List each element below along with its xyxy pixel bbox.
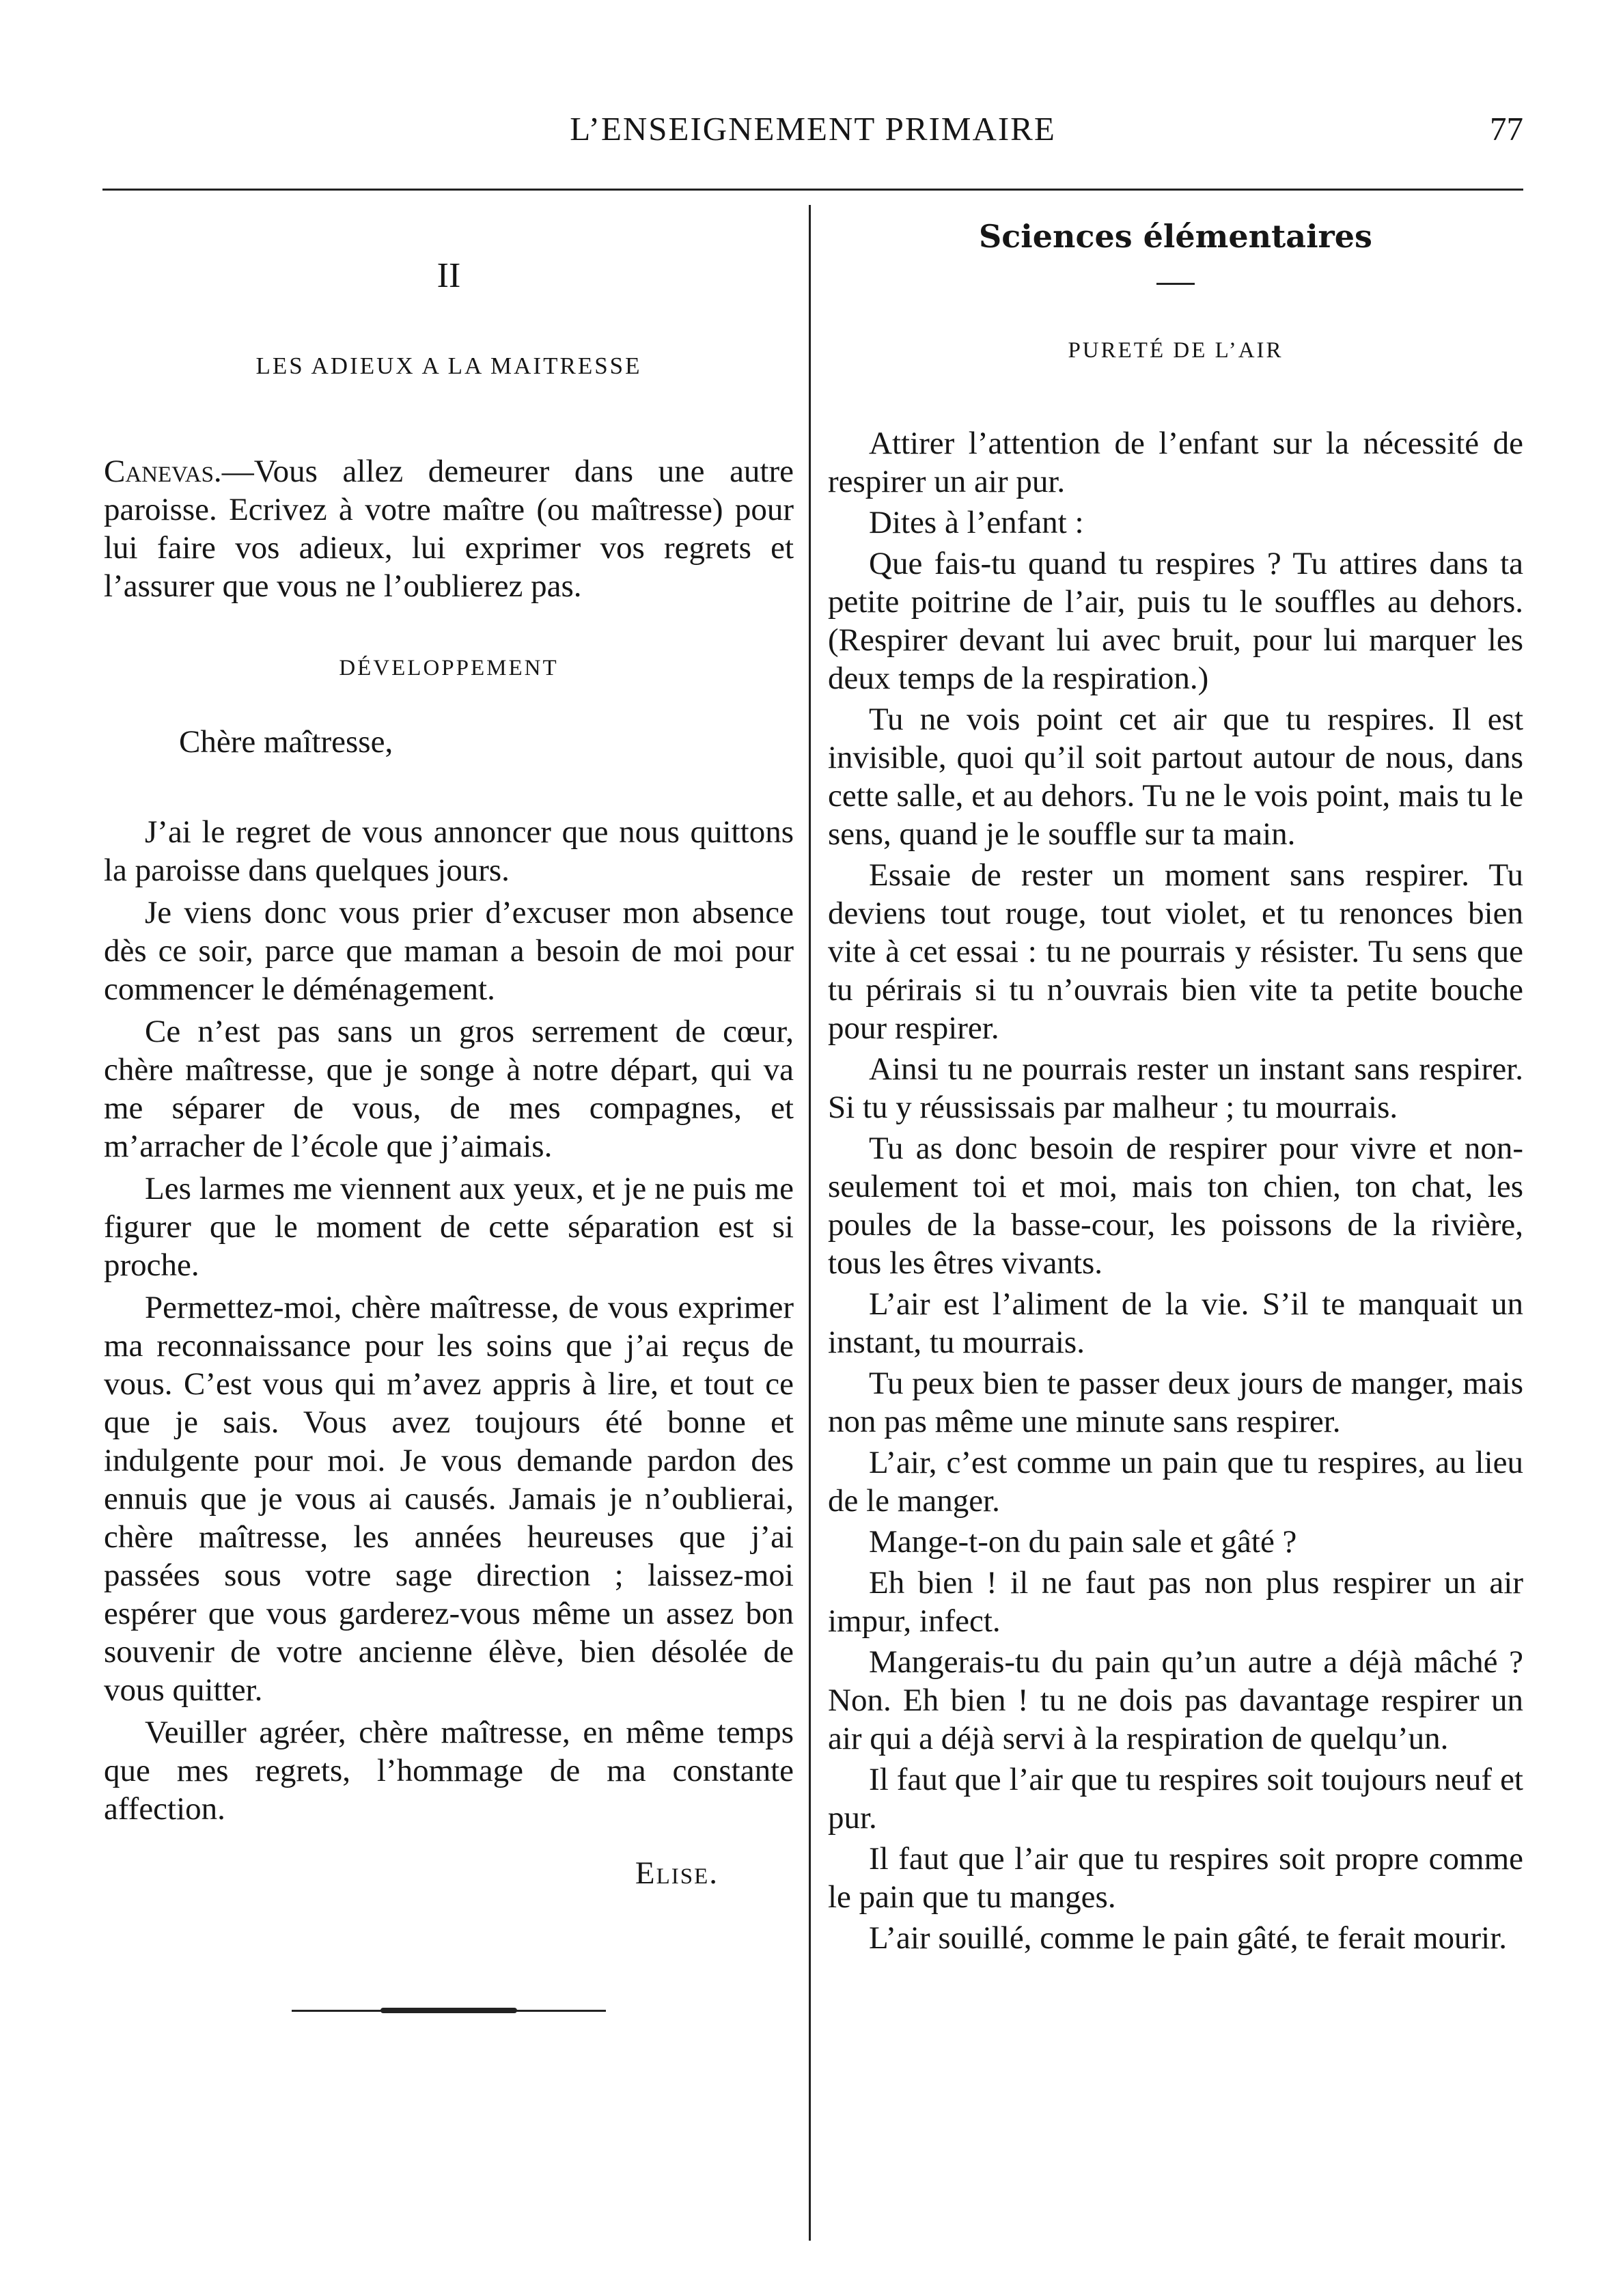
lesson-title: PURETÉ DE L’AIR [1068,338,1284,363]
letter-paragraph: J’ai le regret de vous annoncer que nous quittons la paroisse dans quelques jours. [104,814,794,888]
letter-paragraph: Veuiller agréer, chère maîtresse, en même temps que mes regrets, l’hommage de ma constante affection. [104,1715,794,1827]
canevas-label: Canevas. [104,454,222,489]
rubric-title: Sciences élémentaires [979,218,1372,255]
lesson-paragraph: Attirer l’attention de l’enfant sur la nécessité de respirer un air pur. [828,426,1523,499]
lesson-paragraph: L’air souillé, comme le pain gâté, te ferait mourir. [869,1920,1508,1956]
lesson-paragraph: L’air est l’aliment de la vie. S’il te manquait un instant, tu mourrais. [828,1286,1523,1360]
lesson-paragraph: Tu ne vois point cet air que tu respires. Il est invisible, quoi qu’il soit partout autour de nous, dans cette salle, et au dehors. Tu ne le vois point, mais tu le sens, quand je le souffle sur ta main. [828,702,1523,852]
subheading: DÉVELOPPEMENT [339,656,559,680]
canevas-text: —Vous allez demeurer dans une autre paroisse. Ecrivez à votre maître (ou maîtresse) pour lui faire vos adieux, lui exprimer vos regrets et l’assurer que vous ne l’oublierez pas. [104,454,794,604]
lesson-paragraph: Eh bien ! il ne faut pas non plus respirer un air impur, infect. [828,1565,1523,1639]
letter-paragraph: Je viens donc vous prier d’excuser mon absence dès ce soir, parce que maman a besoin de moi pour commencer le déménagement. [104,895,794,1007]
lesson-paragraph: Tu peux bien te passer deux jours de manger, mais non pas même une minute sans respirer. [828,1366,1523,1439]
lesson-paragraph: Dites à l’enfant : [869,505,1084,540]
canevas-paragraph [104,452,794,605]
header-rule [102,189,1523,191]
lesson-paragraph: L’air, c’est comme un pain que tu respires, au lieu de le manger. [828,1445,1523,1519]
lesson-paragraph: Essaie de rester un moment sans respirer. Tu deviens tout rouge, tout violet, et tu renonces bien vite à cet essai : tu ne pourrais y résister. Tu sens que tu périrais si tu n’ouvrais bien vite ta petite bouche pour respirer. [828,857,1523,1046]
lesson-paragraph: Mangerais-tu du pain qu’un autre a déjà mâché ? Non. Eh bien ! tu ne dois pas davantage respirer un air qui a déjà servi à la respiration de quelqu’un. [828,1644,1523,1756]
left-column [104,205,794,2014]
lesson-paragraph: Que fais-tu quand tu respires ? Tu attires dans ta petite poitrine de l’air, puis tu le souffles au dehors. (Respirer devant lui avec bruit, pour lui marquer les deux temps de la respiration.) [828,546,1523,696]
end-ornament [292,2007,606,2014]
lesson-paragraph: Mange-t-on du pain sale et gâté ? [869,1524,1297,1560]
lesson-paragraph: Il faut que l’air que tu respires soit propre comme le pain que tu manges. [828,1841,1523,1915]
signature: Elise. [635,1855,719,1891]
page-number: 77 [1490,110,1523,148]
letter-paragraph: Permettez-moi, chère maîtresse, de vous exprimer ma reconnaissance pour les soins que j’ai reçus de vous. C’est vous qui m’avez appris à lire, et tout ce que je sais. Vous avez toujours été bonne et indulgente pour moi. Je vous demande pardon des ennuis que je vous ai causés. Jamais je n’oublierai, chère maîtresse, les années heureuses que j’ai passées sous votre sage direction ; laissez-moi espérer que vous garderez-vous même un assez bon souvenir de votre ancienne élève, bien désolée de vous quitter. [104,1290,794,1708]
lesson-paragraph: Il faut que l’air que tu respires soit toujours neuf et pur. [828,1762,1523,1836]
letter-paragraph: Ce n’est pas sans un gros serrement de cœur, chère maîtresse, que je songe à notre départ, qui va me séparer de vous, de mes compagnes, et m’arracher de l’école que j’aimais. [104,1014,794,1164]
section-title: LES ADIEUX A LA MAITRESSE [255,352,642,379]
running-head [102,109,1523,157]
title-dash [1156,283,1195,285]
lesson-paragraph: Tu as donc besoin de respirer pour vivre et non-seulement toi et moi, mais ton chien, ton chat, les poules de la basse-cour, les poissons de la rivière, tous les êtres vivants. [828,1131,1523,1281]
salutation: Chère maîtresse, [179,724,393,760]
column-divider [809,205,811,2241]
section-number: II [436,256,461,295]
lesson-paragraph: Ainsi tu ne pourrais rester un instant sans respirer. Si tu y réussissais par malheur ; tu mourrais. [828,1051,1523,1125]
letter-paragraph: Les larmes me viennent aux yeux, et je ne puis me figurer que le moment de cette séparation est si proche. [104,1171,794,1283]
right-column [828,205,1523,1960]
running-title: L’ENSEIGNEMENT PRIMAIRE [570,110,1056,148]
